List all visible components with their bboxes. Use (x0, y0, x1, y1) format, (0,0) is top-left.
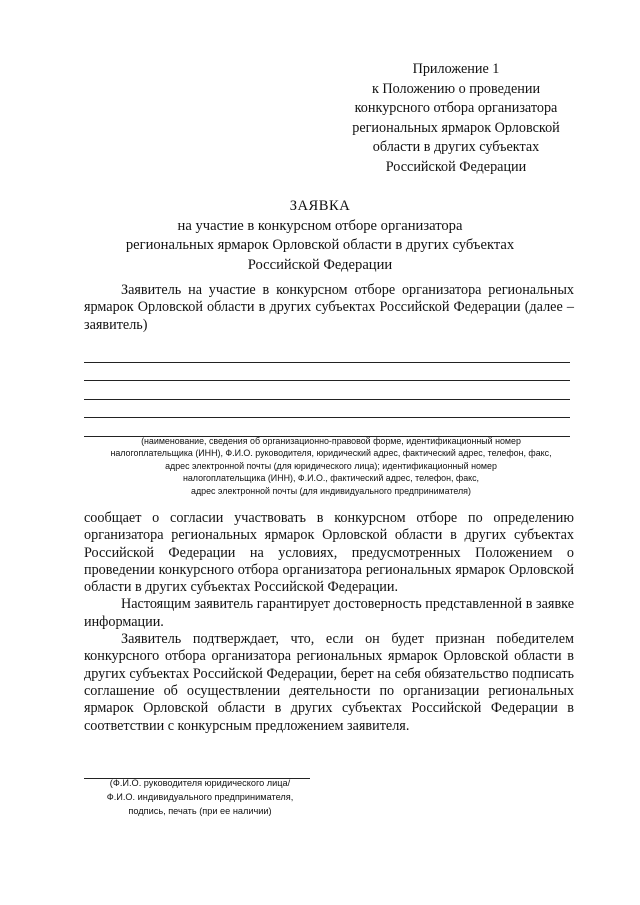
appendix-header (336, 60, 576, 177)
document-title (0, 197, 640, 275)
appendix-line: конкурсного отбора организатора (354, 100, 558, 116)
signature-caption-line: Ф.И.О. индивидуального предпринимателя, (106, 792, 294, 802)
confirm-paragraph: Заявитель подтверждает, что, если он будет признан победителем конкурсного отбора организатора региональных ярмарок Орловской области в других субъектах Российской Федерации, берет на себя обязательство подписать соглашение об осуществлении деятельности по организации региональных ярмарок Орловской области в других субъектах Российской Федерации в соответствии с конкурсным предложением заявителя. (84, 631, 574, 734)
consent-paragraph: сообщает о согласии участвовать в конкурсном отборе по определению организатора региональных ярмарок Орловской области в других субъектах Российской Федерации на условиях, предусмотренных Положением о проведении конкурсного отбора организатора региональных ярмарок Орловской области в других субъектах Российской Федерации. (84, 510, 574, 596)
fill-line[interactable] (84, 381, 570, 400)
appendix-line: области в других субъектах (372, 139, 540, 155)
caption-line: налогоплательщика (ИНН), Ф.И.О., фактический адрес, телефон, факс, (182, 473, 480, 484)
caption-line: адрес электронной почты (для индивидуального предпринимателя) (191, 485, 471, 496)
appendix-line: региональных ярмарок Орловской (352, 119, 560, 136)
title-line: на участие в конкурсном отборе организатора (177, 217, 463, 234)
guarantee-paragraph: Настоящим заявитель гарантирует достоверность представленной в заявке информации. (84, 596, 574, 630)
caption-line: налогоплательщика (ИНН), Ф.И.О. руководителя, юридический адрес, фактический адрес, телефон, факс, (110, 448, 552, 459)
title-line: Российской Федерации (247, 256, 393, 273)
appendix-line: Приложение 1 (412, 61, 500, 77)
caption-line: адрес электронной почты (для юридического лица); идентификационный номер (165, 460, 497, 471)
signature-caption-line: (Ф.И.О. руководителя юридического лица/ (109, 778, 291, 788)
fill-line[interactable] (84, 400, 570, 419)
applicant-fill-lines (84, 344, 570, 437)
applicant-caption (90, 435, 572, 497)
signature-caption (90, 776, 310, 818)
fill-line[interactable] (84, 363, 570, 382)
title-heading: ЗАЯВКА (289, 198, 351, 214)
appendix-line: к Положению о проведении (371, 80, 541, 97)
appendix-line: Российской Федерации (385, 158, 527, 175)
title-line: региональных ярмарок Орловской области в других субъектах (125, 237, 515, 253)
signature-caption-line: подпись, печать (при ее наличии) (128, 806, 272, 816)
body-text (84, 510, 574, 735)
intro-paragraph: Заявитель на участие в конкурсном отборе организатора региональных ярмарок Орловской области в других субъектах Российской Федерации (далее – заявитель) (84, 282, 574, 333)
caption-line: (наименование, сведения об организационно-правовой форме, идентификационный номер (141, 436, 521, 446)
fill-line[interactable] (84, 344, 570, 363)
